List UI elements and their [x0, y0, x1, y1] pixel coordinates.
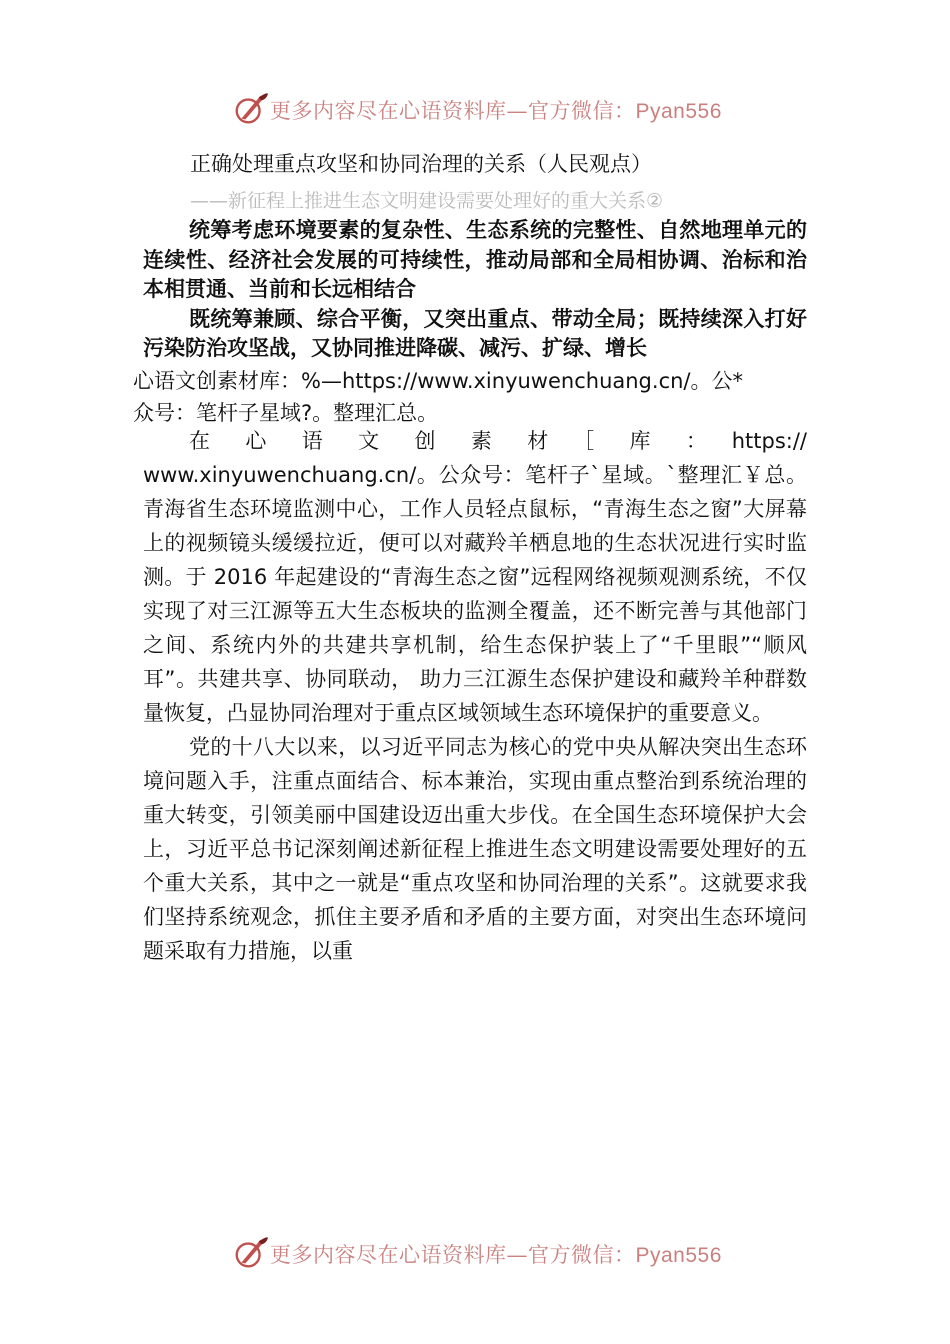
body-paragraph-1: www.xinyuwenchuang.cn/。公众号：笔杆子`星域。`整理汇￥总。青海省生态环境监测中心，工作人员轻点鼠标，“青海生态之窗”大屏幕上的视频镜头缓缓拉近，便可以对藏羚羊栖息地的生态状况进行实时监测。于 2016 年起建设的“青海生态之窗”远程网络视频观测系统，不仅实现了对三江源等五大生态板块的监测全覆盖，还不断完善与其他部门之间、系统内外的共建共享机制，给生态保护装上了“千里眼”“顺风耳”。共建共享、协同联动， 助力三江源生态保护建设和藏羚羊种群数量恢复，凸显协同治理对于重点区域领域生态环境保护的重要意义。 [143, 463, 807, 725]
lead-paragraph-1: 统筹考虑环境要素的复杂性、生态系统的完整性、自然地理单元的连续性、经济社会发展的可持续性，推动局部和全局相协调、治标和治本相贯通、当前和长远相结合 [143, 218, 807, 301]
quill-pen-circle-icon [232, 90, 270, 128]
source-note-line-2: 众号：笔杆子星域?。整理汇总。 [133, 401, 439, 425]
article-body [143, 424, 807, 968]
watermark-text [270, 95, 722, 125]
body-paragraph-1-first-line: 在 心 语 文 创 素 材 ［ 库 ： https:// [189, 429, 807, 453]
wechat-id: Pyan556 [635, 1244, 722, 1267]
quill-pen-circle-icon [232, 1234, 270, 1272]
watermark-label: 更多内容尽在心语资料库—官方微信： [270, 99, 636, 123]
body-paragraph-2: 党的十八大以来，以习近平同志为核心的党中央从解决突出生态环境问题入手，注重点面结合、标本兼治，实现由重点整治到系统治理的重大转变，引领美丽中国建设迈出重大步伐。在全国生态环境保护大会上，习近平总书记深刻阐述新征程上推进生态文明建设需要处理好的五个重大关系，其中之一就是“重点攻坚和协同治理的关系”。这就要求我们坚持系统观念，抓住主要矛盾和矛盾的主要方面，对突出生态环境问题采取有力措施，以重 [143, 735, 807, 963]
article-subtitle: ——新征程上推进生态文明建设需要处理好的重大关系② [190, 190, 664, 212]
wechat-id: Pyan556 [635, 100, 722, 123]
lead-paragraph-2: 既统筹兼顾、综合平衡，又突出重点、带动全局；既持续深入打好污染防治攻坚战，又协同推进降碳、减污、扩绿、增长 [143, 306, 807, 360]
watermark-label: 更多内容尽在心语资料库—官方微信： [270, 1243, 636, 1267]
header-watermark-banner [0, 86, 950, 132]
footer-watermark-banner [0, 1230, 950, 1276]
lead-summary [143, 216, 807, 364]
source-note [133, 365, 815, 429]
source-note-line-1: 心语文创素材库：%—https://www.xinyuwenchuang.cn/。公* [133, 369, 743, 393]
watermark-text [270, 1239, 722, 1269]
article-title: 正确处理重点攻坚和协同治理的关系（人民观点） [190, 152, 652, 176]
